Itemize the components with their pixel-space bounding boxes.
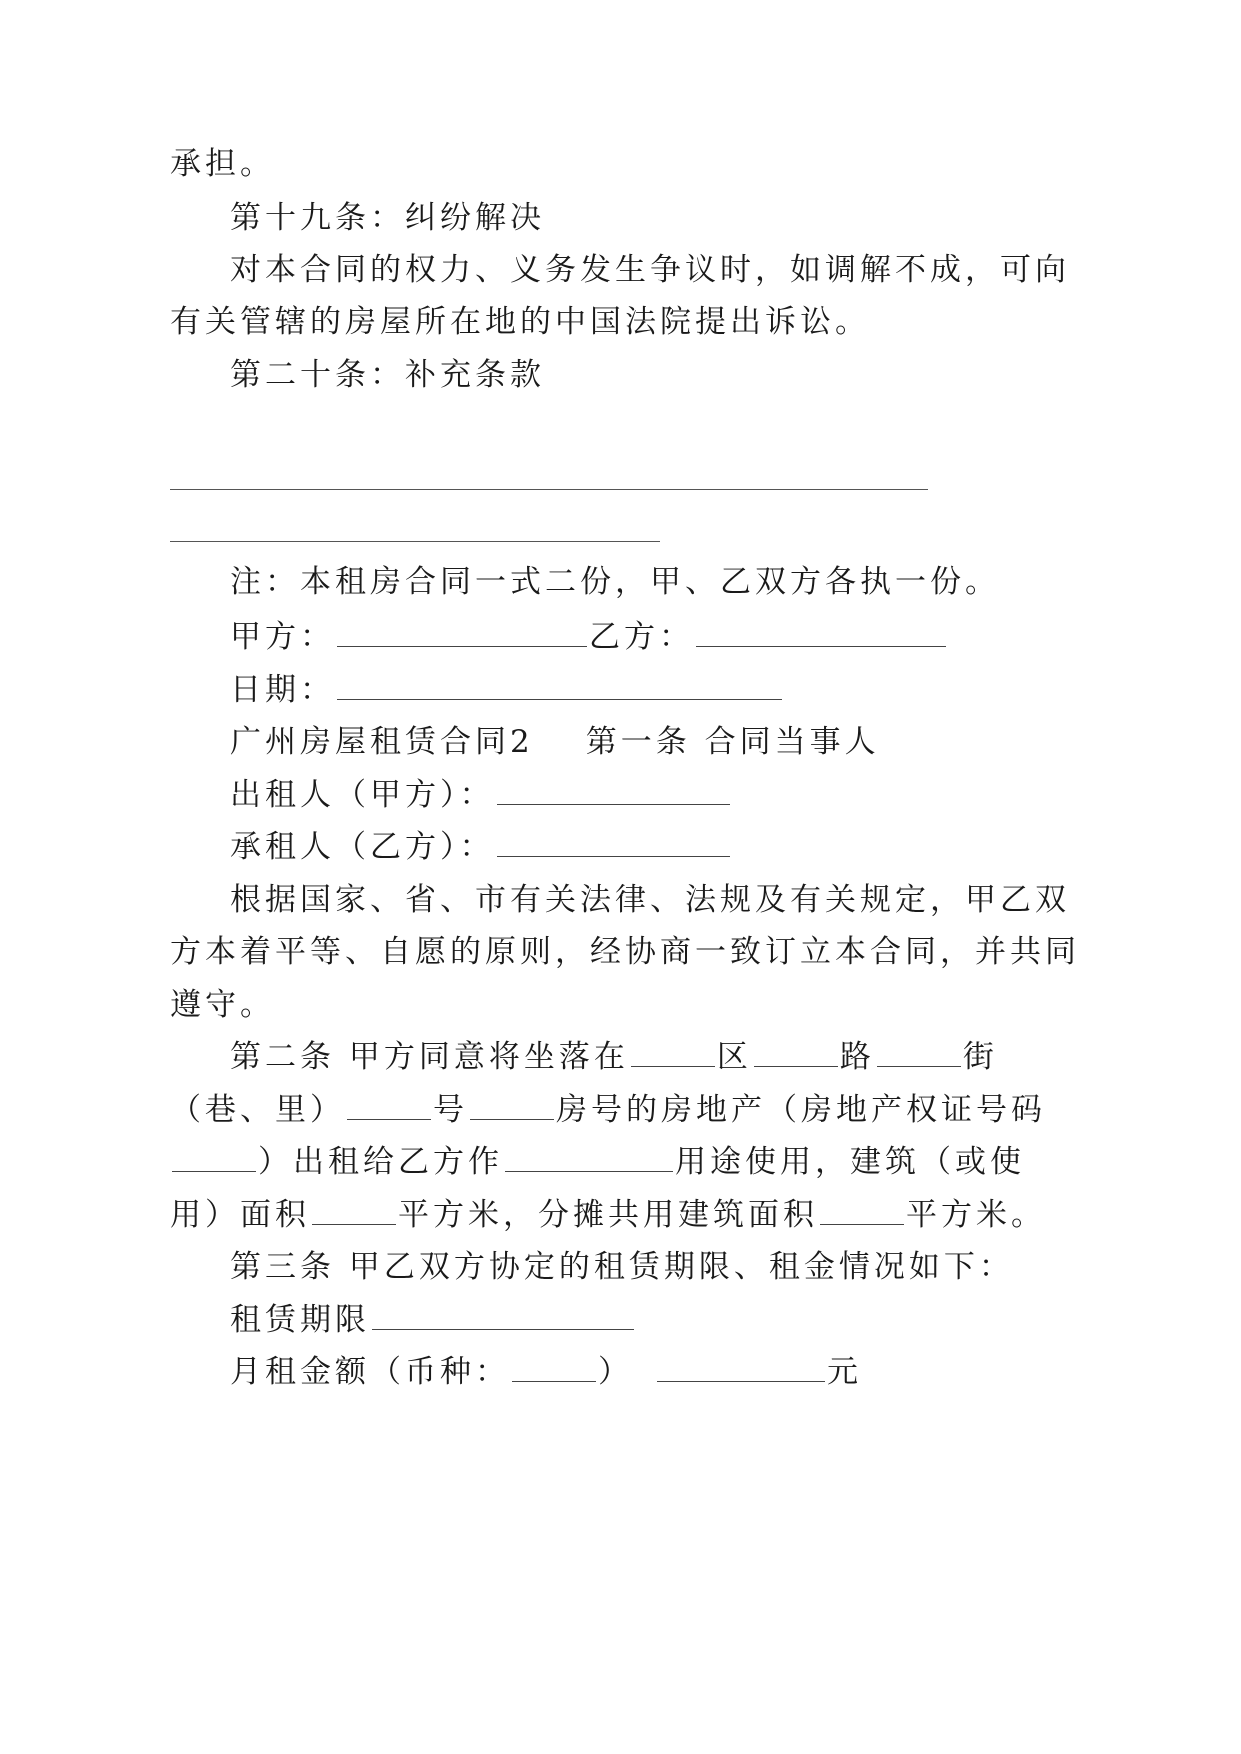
text: ）出租给乙方作 [258,1144,503,1180]
party-a-blank [337,620,587,647]
lessor-label: 出租人（甲方）： [230,777,495,813]
text: 路 [839,1039,875,1075]
text: 第十九条：纠纷解决 [230,200,545,236]
signature-line [230,617,948,657]
fill-in-line [170,489,928,490]
district-blank [631,1040,715,1067]
article-line [230,1037,998,1077]
contract-title: 广州房屋租赁合同2 [230,724,534,760]
term-blank [372,1303,634,1330]
text: 注：本租房合同一式二份，甲、乙双方各执一份。 [230,564,1000,600]
text: 承担。 [170,146,275,182]
text-line [170,985,275,1025]
area-blank [312,1198,396,1225]
article-line [170,1090,1046,1130]
text: 用）面积 [170,1197,310,1233]
text: 号 [433,1092,468,1128]
text: ） [598,1354,633,1390]
street-blank [877,1040,961,1067]
rent-amount-blank [657,1355,825,1382]
room-blank [470,1093,554,1120]
party-b-label: 乙方： [589,619,694,655]
text: 第三条 甲乙双方协定的租赁期限、租金情况如下： [230,1249,1014,1285]
text: （巷、里） [170,1092,345,1128]
date-label: 日期： [230,672,335,708]
lessee-blank [497,830,730,857]
lessee-line [230,827,732,867]
number-blank [347,1093,431,1120]
party-a-label: 甲方： [230,619,335,655]
article-heading [230,1247,1014,1287]
shared-area-blank [820,1198,904,1225]
note-line [230,562,1000,602]
purpose-blank [505,1145,673,1172]
rent-label: 月租金额（币种： [230,1354,510,1390]
text: 街 [962,1039,998,1075]
article-line [170,1142,1025,1182]
text: 方本着平等、自愿的原则，经协商一致订立本合同，并共同 [170,934,1080,970]
text: 对本合同的权力、义务发生争议时，如调解不成，可向 [230,252,1070,288]
text-line [170,302,870,342]
date-blank [337,673,782,700]
contract-title-line [230,722,880,762]
text: 平方米。 [906,1197,1046,1233]
text-line [230,250,1070,290]
article-line [170,1195,1046,1235]
text: 第二条 甲方同意将坐落在 [230,1039,629,1075]
article-heading [230,355,545,395]
text: 第二十条：补充条款 [230,357,545,393]
article-heading: 第一条 合同当事人 [585,724,880,760]
certificate-blank [172,1145,256,1172]
term-line [230,1300,636,1340]
text: 平方米，分摊共用建筑面积 [398,1197,818,1233]
currency-blank [512,1355,596,1382]
text: 用途使用，建筑（或使 [675,1144,1025,1180]
fill-in-line [170,541,660,542]
text: 根据国家、省、市有关法律、法规及有关规定，甲乙双 [230,882,1070,918]
text-line [230,880,1070,920]
road-blank [754,1040,838,1067]
article-heading [230,198,545,238]
text: 有关管辖的房屋所在地的中国法院提出诉讼。 [170,304,870,340]
text: 房号的房地产（房地产权证号码 [556,1092,1046,1128]
lessor-blank [497,778,730,805]
text: 元 [827,1354,862,1390]
lessee-label: 承租人（乙方）： [230,829,495,865]
text: 遵守。 [170,987,275,1023]
date-line [230,670,784,710]
rent-line [230,1352,862,1392]
term-label: 租赁期限 [230,1302,370,1338]
text-line [170,144,275,184]
text: 区 [716,1039,752,1075]
lessor-line [230,775,732,815]
party-b-blank [696,620,946,647]
text-line [170,932,1080,972]
